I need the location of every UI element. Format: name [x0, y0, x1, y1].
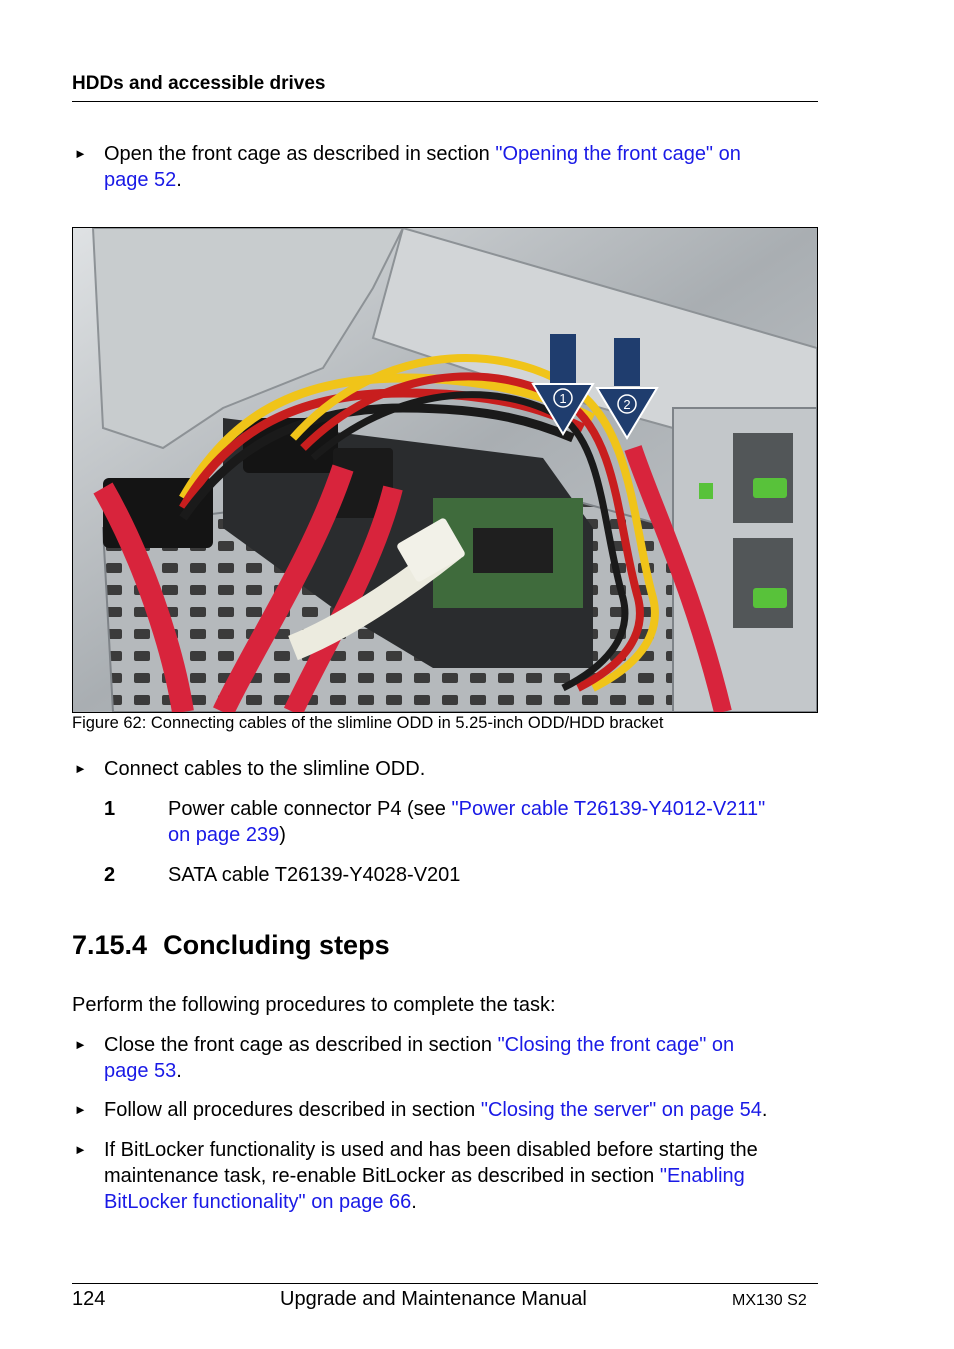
manual-title: Upgrade and Maintenance Manual — [280, 1288, 587, 1310]
step-bitlocker — [104, 1137, 818, 1215]
page-number: 124 — [72, 1288, 106, 1310]
intro-step-text: Open the front cage as described in section — [104, 143, 496, 165]
section-title: Concluding steps — [163, 930, 390, 960]
intro-step-end: . — [176, 169, 182, 191]
section-number: 7.15.4 — [72, 930, 148, 960]
step-1-text: Close the front cage as described in section — [104, 1034, 498, 1056]
bullet-icon: ► — [74, 761, 87, 776]
link-closing-front-cage[interactable]: "Closing the front cage" on — [497, 1034, 735, 1056]
figure-photo — [72, 227, 818, 713]
step-3-text-line2: maintenance task, re-enable BitLocker as described in section — [104, 1165, 660, 1187]
step-close-server — [104, 1097, 818, 1123]
green-clip-2 — [753, 588, 787, 608]
bullet-icon: ► — [74, 1037, 87, 1052]
footer-rule — [72, 1283, 818, 1284]
intro-step — [104, 141, 818, 193]
section-heading — [72, 930, 390, 961]
bullet-icon: ► — [74, 1142, 87, 1157]
link-closing-front-cage-page[interactable]: page 53 — [104, 1060, 177, 1082]
step-2-end: . — [761, 1099, 768, 1121]
step-2-text: Follow all procedures described in section — [104, 1099, 481, 1121]
step-3-end: . — [411, 1191, 417, 1213]
link-opening-front-cage[interactable]: "Opening the front cage" on — [495, 143, 741, 165]
step-3-text-line1: If BitLocker functionality is used and has been disabled before starting the — [104, 1139, 758, 1161]
section-intro: Perform the following procedures to complete the task: — [72, 994, 556, 1016]
link-enabling-bitlocker[interactable]: "Enabling — [659, 1165, 745, 1187]
link-opening-front-cage-page[interactable]: page 52 — [104, 169, 177, 191]
legend-num-2: 2 — [104, 864, 116, 886]
legend-item-2: SATA cable T26139-Y4028-V201 — [168, 864, 461, 886]
bullet-icon: ► — [74, 146, 87, 161]
link-power-cable[interactable]: "Power cable T26139-Y4012-V211" — [451, 798, 766, 820]
legend-item-1-text: Power cable connector P4 (see — [168, 798, 452, 820]
odd-bracket-photo — [73, 228, 817, 712]
model-name: MX130 S2 — [732, 1292, 807, 1309]
running-header: HDDs and accessible drives — [72, 73, 326, 94]
link-closing-server[interactable]: "Closing the server" on page 54 — [480, 1099, 762, 1121]
callout-1-label: 1 — [559, 391, 567, 406]
legend-num-1: 1 — [104, 798, 116, 820]
callout-2-label: 2 — [623, 397, 631, 412]
link-enabling-bitlocker-page[interactable]: BitLocker functionality" on page 66 — [104, 1191, 412, 1213]
figure-caption: Figure 62: Connecting cables of the slimline ODD in 5.25-inch ODD/HDD bracket — [72, 714, 664, 732]
legend-item-1 — [168, 796, 818, 848]
header-rule — [72, 101, 818, 102]
link-power-cable-page[interactable]: on page 239 — [168, 824, 280, 846]
connect-step-text: Connect cables to the slimline ODD. — [104, 758, 426, 780]
legend-item-1-end: ) — [279, 824, 286, 846]
bullet-icon: ► — [74, 1102, 87, 1117]
step-close-front-cage — [104, 1032, 818, 1084]
step-1-end: . — [176, 1060, 182, 1082]
green-clip-1 — [753, 478, 787, 498]
